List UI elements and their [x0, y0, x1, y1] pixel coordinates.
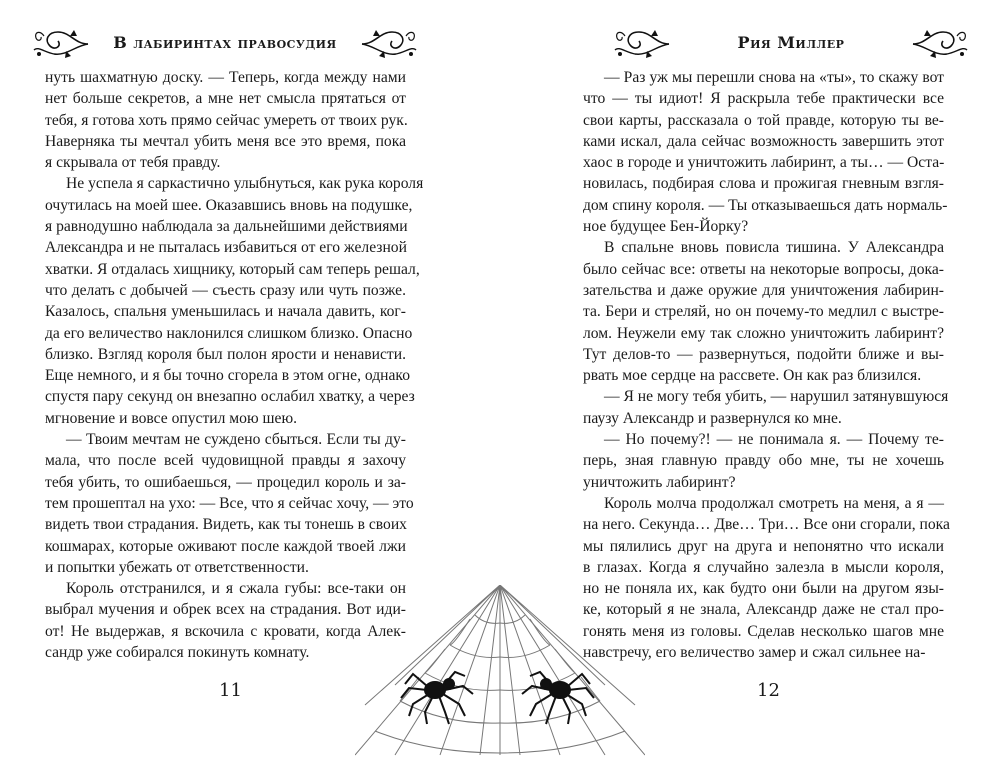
text-line: сандр уже собирался покинуть комнату. [45, 644, 310, 662]
text-line: но не поняла их, как будто они были на другом язы- [583, 580, 944, 598]
text-line: лом. Неужели ему так сложно уничтожить лабиринт? [583, 324, 944, 342]
running-header [30, 22, 420, 62]
ornament-flourish-icon [30, 24, 90, 60]
text-line: Король отстранился, и я сжала губы: все-таки он [66, 580, 406, 598]
text-line: на него. Секунда… Две… Три… Все они сгорали, пока [583, 516, 950, 534]
text-line: паузу Александр и развернулся ко мне. [583, 409, 842, 427]
text-line: что делать с добычей — съесть сразу или чуть позже. [45, 281, 406, 299]
text-line: тебя, я готова хоть прямо сейчас умереть от твоих рук. [45, 111, 408, 129]
page-number: 11 [219, 680, 242, 701]
text-line: уничтожить лабиринт? [583, 473, 736, 491]
text-line: ками искал, дала сейчас возможность завершить этот [583, 132, 944, 150]
book-title-header: В лабиринтах правосудия [113, 32, 337, 52]
text-line: мы пялились друг на друга и непонятно что искали [583, 537, 944, 555]
text-line: ке, который я не знала, Александр даже не стал про- [583, 601, 944, 619]
text-line: тем прошептал на ухо: — Все, что я сейчас хочу, — это [45, 494, 414, 512]
text-line: Александра и не пыталась избавиться от его железной [45, 239, 407, 257]
ornament-flourish-icon [911, 24, 971, 60]
text-line: нет больше секретов, а мне нет смысла прятаться от [45, 90, 406, 108]
spider-web-illustration [355, 585, 645, 760]
text-line: рвать мое сердце на рассвете. Он как раз близился. [583, 367, 922, 385]
text-line: навстречу, его величество замер и сжал сильнее на- [583, 644, 926, 662]
text-line: новилась, подбирая слова и прожигая гневным взгля- [583, 175, 944, 193]
text-line: Не успела я саркастично улыбнуться, как рука короля [66, 175, 424, 193]
text-line: близко. Взгляд короля был полон ярости и ненависти. [45, 345, 406, 363]
ornament-flourish-icon [611, 24, 671, 60]
ornament-flourish-icon [360, 24, 420, 60]
text-line: хаос в городе и уничтожить лабиринт, а ты… — Оста- [583, 154, 945, 172]
text-line: кошмарах, которые оживают после каждой твоей лжи [45, 537, 406, 555]
text-line: — Я не могу тебя убить, — нарушил затянувшуюся [604, 388, 949, 406]
text-line: и попытки убежать от ответственности. [45, 558, 309, 576]
text-line: хватки. Я отдалась хищнику, который сам теперь решал, [45, 260, 420, 278]
text-line: да его величество наклонился слишком близко. Опасно [45, 324, 413, 342]
text-line: нуть шахматную доску. — Теперь, когда между нами [45, 69, 406, 86]
text-line: спустя пару секунд он внезапно ослабил хватку, а через [45, 388, 415, 406]
text-line: Наверняка ты мечтал убить меня все это время, пока [45, 132, 406, 150]
text-line: ное будущее Бен-Йорку? [583, 218, 749, 236]
text-line: — Но почему?! — не понимала я. — Почему те- [604, 431, 944, 449]
text-line: видеть твои страдания. Видеть, как ты тонешь в своих [45, 516, 407, 534]
text-line: от! Не выдержав, я вскочила с кровати, когда Алек- [45, 622, 406, 640]
text-line: я равнодушно наблюдала за дальнейшими действиями [45, 218, 408, 236]
spider-web-right-icon [500, 585, 645, 755]
text-line: Тут делов-то — развернуться, подойти ближе и вы- [583, 345, 944, 363]
text-line: — Твоим мечтам не суждено сбыться. Если ты ду- [66, 431, 406, 449]
text-line: Король молча продолжал смотреть на меня, а я — [604, 494, 944, 512]
text-line: зательства и даже оружие для уничтожения лабирин- [583, 281, 944, 299]
text-line: Еще немного, и я бы точно сгорела в этом огне, однако [45, 367, 410, 385]
author-name-header: Рия Миллер [737, 32, 845, 52]
text-line: что — ты идиот! Я раскрыла тебе практически все [583, 90, 944, 108]
page-number: 12 [757, 680, 780, 701]
text-line: выбрал мучения и обрек всех на страдания. Вот иди- [45, 601, 406, 619]
text-line: В спальне вновь повисла тишина. У Александра [604, 239, 944, 257]
page-body-text [45, 67, 424, 663]
spider-web-left-icon [355, 585, 500, 755]
text-line: мгновение и вовсе опустил мою шею. [45, 409, 297, 427]
text-line: — Раз уж мы перешли снова на «ты», то скажу вот [604, 69, 944, 86]
text-line: та. Бери и стреляй, но он почему-то медлил с выстре- [583, 303, 944, 321]
text-line: мала, что после всей чудовищной правды я захочу [45, 452, 406, 470]
text-line: я скрывала от тебя правду. [45, 154, 221, 172]
text-line: перь, зная главную правду обо мне, ты не хочешь [583, 452, 944, 470]
text-line: тебя убить, то ошибаешься, — процедил король и за- [45, 473, 406, 491]
text-line: очутилась на моей шее. Оказавшись вновь на подушке, [45, 196, 413, 214]
text-line: в глазах. Когда я случайно залезла в мысли короля, [583, 558, 944, 576]
text-line: Казалось, спальня уменьшилась и начала давить, ког- [45, 303, 406, 321]
running-header [611, 22, 971, 62]
text-line: дом спину короля. — Ты отказываешься дать нормаль- [583, 196, 948, 214]
text-line: свои карты, рассказала о той правде, которую ты ве- [583, 111, 944, 129]
page-body-text [583, 67, 950, 663]
text-line: было сейчас все: ответы на некоторые вопросы, дока- [583, 260, 944, 278]
text-line: гонять меня из головы. Сделав несколько шагов мне [583, 622, 944, 640]
